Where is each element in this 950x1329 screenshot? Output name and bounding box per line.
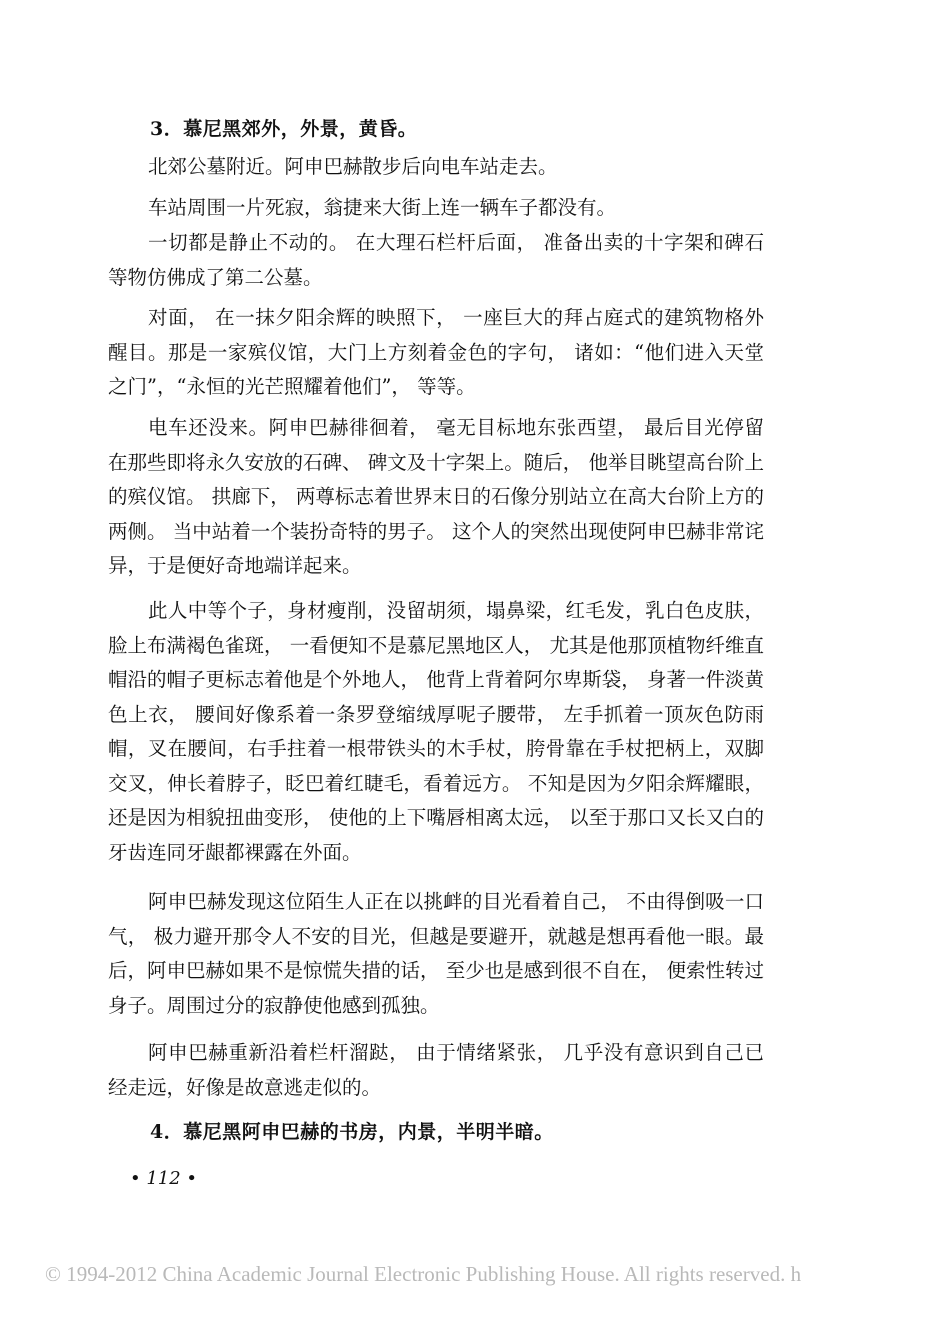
paragraph: 对面， 在一抹夕阳余辉的映照下， 一座巨大的拜占庭式的建筑物格外醒目。那是一家殡仪馆，大门上方刻着金色的字句， 诸如：“他们进入天堂之门”，“永恒的光芒照耀着他们”， 等等。: [108, 306, 764, 398]
paragraph: 阿申巴赫发现这位陌生人正在以挑衅的目光看着自己， 不由得倒吸一口气， 极力避开那令人不安的目光，但越是要避开，就越是想再看他一眼。最后，阿申巴赫如果不是惊慌失措的话， 至少也是感到很不自在， 便索性转过身子。周围过分的寂静使他感到孤独。: [108, 890, 764, 1017]
paragraph: 电车还没来。阿申巴赫徘徊着， 毫无目标地东张西望， 最后目光停留在那些即将永久安放的石碑、 碑文及十字架上。随后， 他举目眺望高台阶上的殡仪馆。 拱廊下， 两尊标志着世界末日的石像分别站立在高大台阶上方的两侧。 当中站着一个装扮奇特的男子。 这个人的突然出现使阿申巴赫非常诧异，于是便好奇地端详起来。: [108, 416, 764, 577]
scene-4-heading: 4．慕尼黑阿申巴赫的书房，内景，半明半暗。: [150, 1121, 554, 1143]
scene-3-heading: 3．慕尼黑郊外，外景，黄昏。: [150, 118, 418, 140]
paragraph: 北郊公墓附近。阿申巴赫散步后向电车站走去。: [148, 155, 558, 178]
paragraph: 车站周围一片死寂，翁捷来大街上连一辆车子都没有。: [148, 196, 617, 219]
page-number: • 112 •: [130, 1168, 198, 1189]
paragraph: 阿申巴赫重新沿着栏杆溜跶， 由于情绪紧张， 几乎没有意识到自己已经走远，好像是故意逃走似的。: [108, 1041, 764, 1099]
paragraph: 一切都是静止不动的。 在大理石栏杆后面， 准备出卖的十字架和碑石等物仿佛成了第二公墓。: [108, 231, 764, 289]
copyright-watermark: © 1994-2012 China Academic Journal Electronic Publishing House. All rights reserved. h: [45, 1262, 802, 1286]
paragraph: 此人中等个子，身材瘦削，没留胡须，塌鼻梁，红毛发，乳白色皮肤，脸上布满褐色雀斑， 一看便知不是慕尼黑地区人， 尤其是他那顶植物纤维直帽沿的帽子更标志着他是个外地人， 他背上背着阿尔卑斯袋， 身著一件淡黄色上衣， 腰间好像系着一条罗登缩绒厚呢子腰带， 左手抓着一顶灰色防雨帽，叉在腰间，右手拄着一根带铁头的木手杖，胯骨靠在手杖把柄上，双脚交叉，伸长着脖子，眨巴着红睫毛，看着远方。 不知是因为夕阳余辉耀眼，还是因为相貌扭曲变形， 使他的上下嘴唇相离太远， 以至于那口又长又白的牙齿连同牙龈都裸露在外面。: [108, 599, 764, 864]
